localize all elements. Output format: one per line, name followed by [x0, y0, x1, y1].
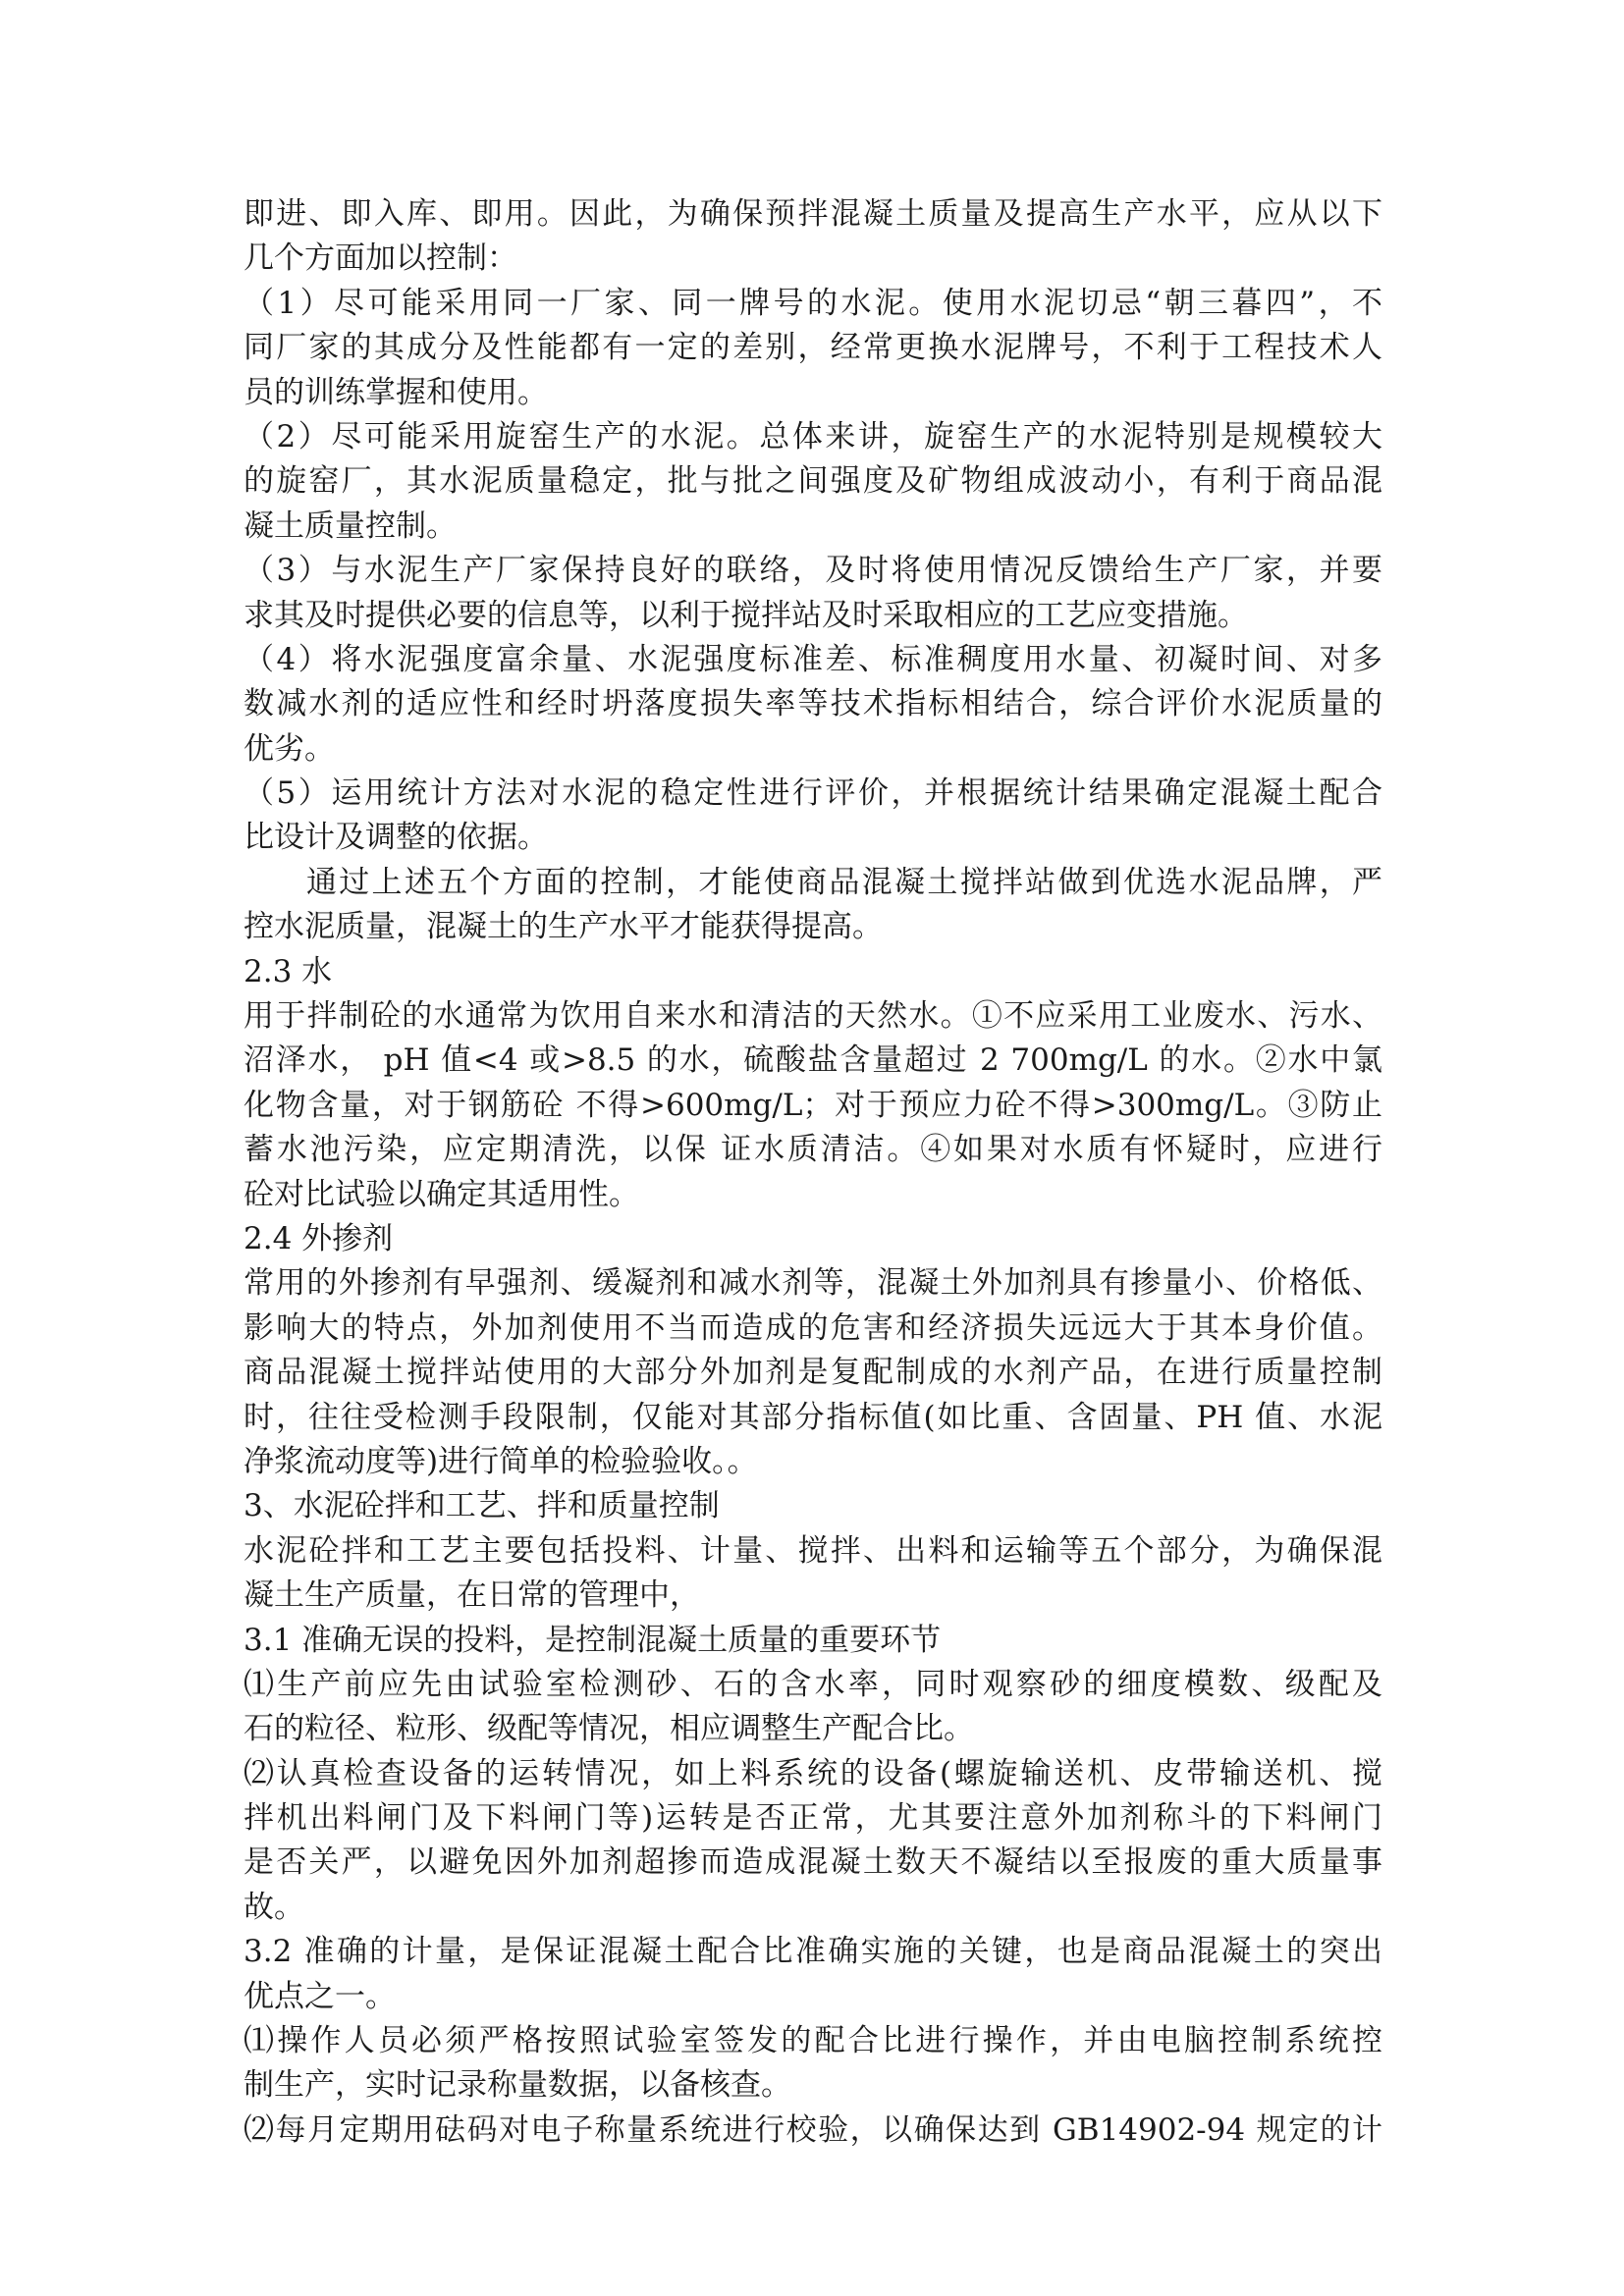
text-line: ⑵认真检查设备的运转情况，如上料系统的设备(螺旋输送机、皮带输送机、搅: [244, 1755, 1382, 1791]
text-line: 即进、即入库、即用。因此，为确保预拌混凝土质量及提高生产水平，应从以下: [244, 196, 1382, 232]
text-line: ⑴操作人员必须严格按照试验室签发的配合比进行操作，并由电脑控制系统控: [244, 2023, 1382, 2059]
text-line: 石的粒径、粒形、级配等情况，相应调整生产配合比。: [244, 1711, 974, 1747]
text-line: 蓄水池污染，应定期清洗，以保 证水质清洁。④如果对水质有怀疑时，应进行: [244, 1132, 1382, 1168]
text-line: 2.3 水: [244, 953, 333, 989]
text-line: 常用的外掺剂有早强剂、缓凝剂和减水剂等，混凝土外加剂具有掺量小、价格低、: [244, 1265, 1382, 1302]
text-line: 砼对比试验以确定其适用性。: [244, 1176, 639, 1212]
text-line: 制生产，实时记录称量数据，以备核查。: [244, 2067, 791, 2104]
text-line: 的旋窑厂，其水泥质量稳定，批与批之间强度及矿物组成波动小，有利于商品混: [244, 463, 1382, 500]
text-line: 凝土生产质量，在日常的管理中，: [244, 1577, 700, 1614]
text-line: 同厂家的其成分及性能都有一定的差别，经常更换水泥牌号，不利于工程技术人: [244, 330, 1382, 366]
text-line: 优劣。: [244, 730, 335, 767]
text-line: 凝土质量控制。: [244, 507, 457, 544]
text-line: 通过上述五个方面的控制，才能使商品混凝土搅拌站做到优选水泥品牌，严: [306, 864, 1382, 900]
text-line: 水泥砼拌和工艺主要包括投料、计量、搅拌、出料和运输等五个部分，为确保混: [244, 1532, 1382, 1569]
text-line: （5）运用统计方法对水泥的稳定性进行评价，并根据统计结果确定混凝土配合: [244, 775, 1382, 812]
text-line: 用于拌制砼的水通常为饮用自来水和清洁的天然水。①不应采用工业废水、污水、: [244, 998, 1382, 1035]
text-line: 2.4 外掺剂: [244, 1220, 394, 1256]
text-line: 故。: [244, 1889, 304, 1925]
text-line: 净浆流动度等)进行简单的检验验收。。: [244, 1443, 758, 1479]
text-line: ⑵每月定期用砝码对电子称量系统进行校验，以确保达到 GB14902-94 规定的计: [244, 2111, 1382, 2148]
text-line: 控水泥质量，混凝土的生产水平才能获得提高。: [244, 909, 883, 945]
text-line: ⑴生产前应先由试验室检测砂、石的含水率，同时观察砂的细度模数、级配及: [244, 1666, 1382, 1702]
text-line: （1）尽可能采用同一厂家、同一牌号的水泥。使用水泥切忌“朝三暮四”，不: [244, 285, 1382, 321]
text-line: 化物含量，对于钢筋砼 不得>600mg/L；对于预应力砼不得>300mg/L。③防止: [244, 1087, 1382, 1123]
text-line: 是否关严，以避免因外加剂超掺而造成混凝土数天不凝结以至报废的重大质量事: [244, 1844, 1382, 1881]
text-line: 时，往往受检测手段限制，仅能对其部分指标值(如比重、含固量、PH 值、水泥: [244, 1399, 1382, 1435]
text-line: 求其及时提供必要的信息等，以利于搅拌站及时采取相应的工艺应变措施。: [244, 597, 1248, 633]
text-line: 几个方面加以控制：: [244, 240, 517, 277]
text-line: 数减水剂的适应性和经时坍落度损失率等技术指标相结合，综合评价水泥质量的: [244, 686, 1382, 722]
text-line: （3）与水泥生产厂家保持良好的联络，及时将使用情况反馈给生产厂家，并要: [244, 553, 1382, 589]
text-line: 3、水泥砼拌和工艺、拌和质量控制: [244, 1488, 720, 1524]
document-page: [244, 192, 1382, 2153]
text-line: 拌机出料闸门及下料闸门等)运转是否正常，尤其要注意外加剂称斗的下料闸门: [244, 1800, 1382, 1837]
text-line: 员的训练掌握和使用。: [244, 374, 548, 410]
text-line: （2）尽可能采用旋窑生产的水泥。总体来讲，旋窑生产的水泥特别是规模较大: [244, 418, 1382, 454]
text-line: 影响大的特点，外加剂使用不当而造成的危害和经济损失远远大于其本身价值。: [244, 1309, 1382, 1346]
text-line: 比设计及调整的依据。: [244, 820, 548, 856]
text-line: 沼泽水， pH 值<4 或>8.5 的水，硫酸盐含量超过 2 700mg/L 的水。②水中氯: [244, 1042, 1382, 1079]
text-line: 3.2 准确的计量，是保证混凝土配合比准确实施的关键，也是商品混凝土的突出: [244, 1934, 1382, 1970]
text-line: 3.1 准确无误的投料，是控制混凝土质量的重要环节: [244, 1622, 942, 1658]
text-line: （4）将水泥强度富余量、水泥强度标准差、标准稠度用水量、初凝时间、对多: [244, 641, 1382, 677]
text-line: 优点之一。: [244, 1978, 396, 2014]
text-line: 商品混凝土搅拌站使用的大部分外加剂是复配制成的水剂产品，在进行质量控制: [244, 1355, 1382, 1391]
